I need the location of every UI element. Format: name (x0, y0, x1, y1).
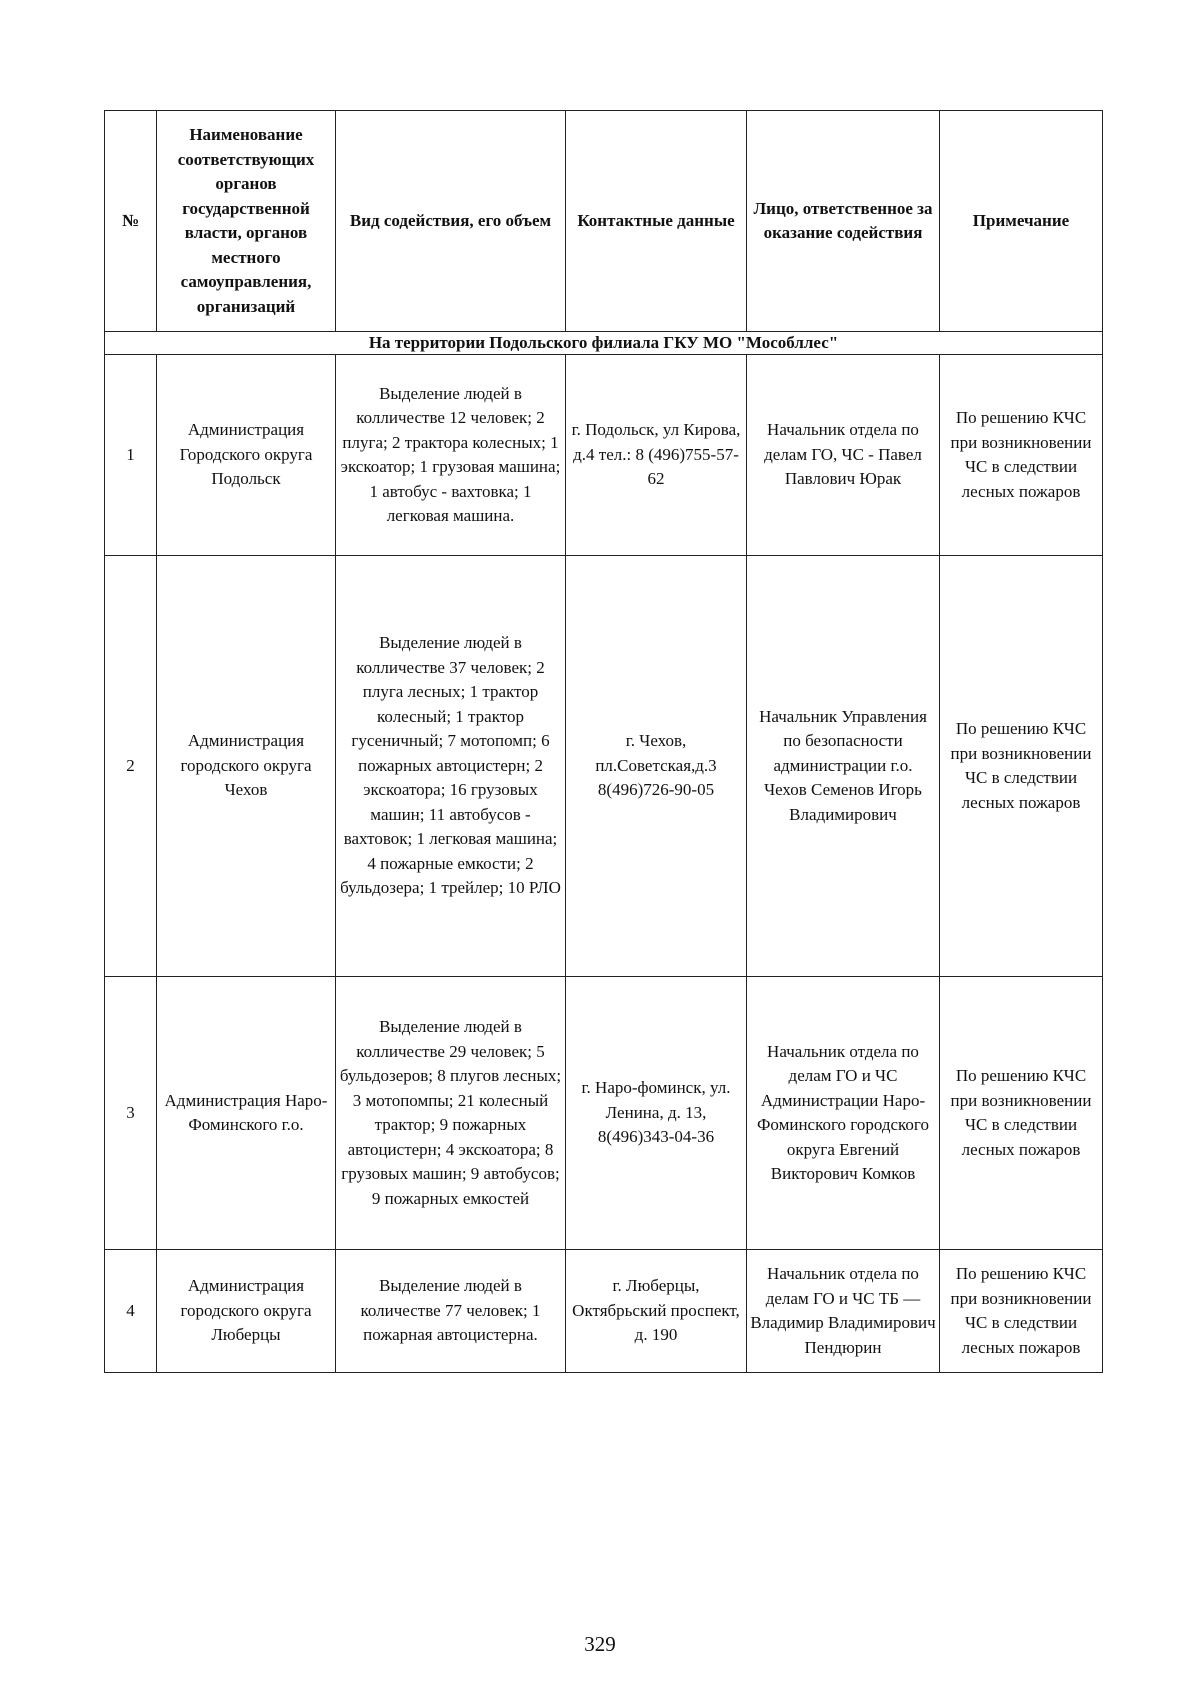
header-assistance-type: Вид содействия, его объем (336, 111, 566, 332)
row-responsible: Начальник отдела по делам ГО и ЧС Администрации Наро-Фоминского городского округа Евгений Викторович Комков (747, 977, 940, 1250)
row-contacts: г. Чехов, пл.Советская,д.3 8(496)726-90-05 (566, 556, 747, 977)
row-responsible: Начальник Управления по безопасности администрации г.о. Чехов Семенов Игорь Владимирович (747, 556, 940, 977)
row-contacts: г. Подольск, ул Кирова, д.4 тел.: 8 (496)755-57-62 (566, 355, 747, 556)
header-number: № (105, 111, 157, 332)
table-row (105, 977, 1103, 1250)
row-number: 4 (105, 1250, 157, 1373)
row-organization: Администрация Наро-Фоминского г.о. (157, 977, 336, 1250)
row-note: По решению КЧС при возникновении ЧС в следствии лесных пожаров (940, 1250, 1103, 1373)
header-organization: Наименование соответствующих органов государственной власти, органов местного самоуправления, организаций (157, 111, 336, 332)
row-assistance: Выделение людей в количестве 77 человек; 1 пожарная автоцистерна. (336, 1250, 566, 1373)
page-number: 329 (584, 1632, 616, 1656)
row-assistance: Выделение людей в колличестве 29 человек; 5 бульдозеров; 8 плугов лесных; 3 мотопомпы; 21 колесный трактор; 9 пожарных автоцистерн; 4 экскоатора; 8 грузовых машин; 9 автобусов; 9 пожарных емкостей (336, 977, 566, 1250)
row-number: 1 (105, 355, 157, 556)
table-row (105, 556, 1103, 977)
header-contacts: Контактные данные (566, 111, 747, 332)
row-organization: Администрация Городского округа Подольск (157, 355, 336, 556)
assistance-table (104, 110, 1103, 1373)
table-row (105, 1250, 1103, 1373)
row-organization: Администрация городского округа Чехов (157, 556, 336, 977)
row-contacts: г. Наро-фоминск, ул. Ленина, д. 13, 8(496)343-04-36 (566, 977, 747, 1250)
row-assistance: Выделение людей в колличестве 37 человек; 2 плуга лесных; 1 трактор колесный; 1 трактор гусеничный; 7 мотопомп; 6 пожарных автоцистерн; 2 экскоатора; 16 грузовых машин; 11 автобусов - вахтовок; 1 легковая машина; 4 пожарные емкости; 2 бульдозера; 1 трейлер; 10 РЛО (336, 556, 566, 977)
row-contacts: г. Люберцы, Октябрьский проспект, д. 190 (566, 1250, 747, 1373)
row-responsible: Начальник отдела по делам ГО, ЧС - Павел Павлович Юрак (747, 355, 940, 556)
row-organization: Администрация городского округа Люберцы (157, 1250, 336, 1373)
row-number: 3 (105, 977, 157, 1250)
row-number: 2 (105, 556, 157, 977)
section-row (105, 332, 1103, 355)
header-responsible-person: Лицо, ответственное за оказание содействия (747, 111, 940, 332)
row-note: По решению КЧС при возникновении ЧС в следствии лесных пожаров (940, 977, 1103, 1250)
row-note: По решению КЧС при возникновении ЧС в следствии лесных пожаров (940, 355, 1103, 556)
table-row (105, 355, 1103, 556)
row-note: По решению КЧС при возникновении ЧС в следствии лесных пожаров (940, 556, 1103, 977)
row-assistance: Выделение людей в колличестве 12 человек; 2 плуга; 2 трактора колесных; 1 экскоатор; 1 грузовая машина; 1 автобус - вахтовка; 1 легковая машина. (336, 355, 566, 556)
table-header-row (105, 111, 1103, 332)
section-title: На территории Подольского филиала ГКУ МО "Мособллес" (105, 332, 1103, 355)
header-note: Примечание (940, 111, 1103, 332)
row-responsible: Начальник отдела по делам ГО и ЧС ТБ — Владимир Владимирович Пендюрин (747, 1250, 940, 1373)
